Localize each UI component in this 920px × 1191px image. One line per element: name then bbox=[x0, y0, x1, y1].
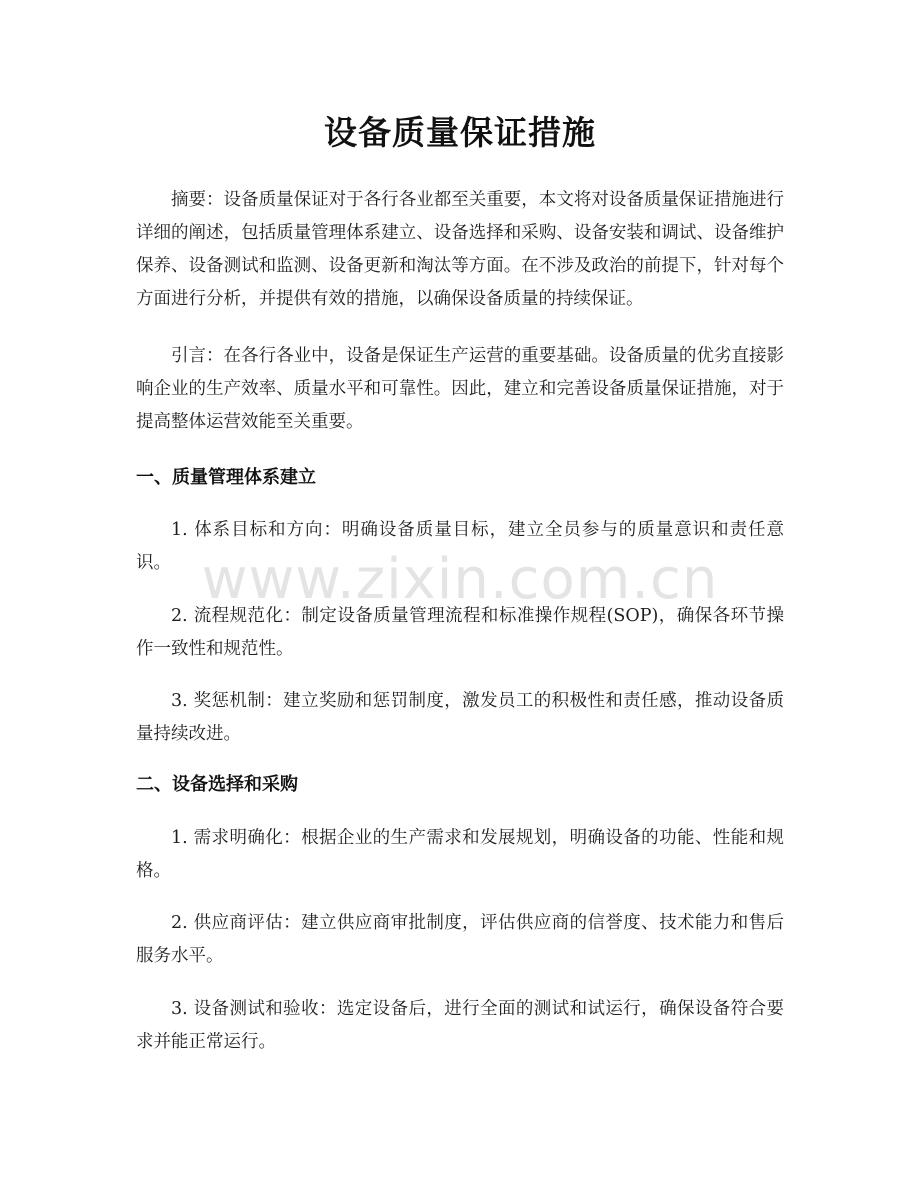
list-item: 3. 设备测试和验收：选定设备后，进行全面的测试和试运行，确保设备符合要求并能正常运行。 bbox=[136, 999, 784, 1052]
list-item: 1. 体系目标和方向：明确设备质量目标，建立全员参与的质量意识和责任意识。 bbox=[136, 520, 784, 573]
list-item: 3. 奖惩机制：建立奖励和惩罚制度，激发员工的积极性和责任感，推动设备质量持续改进。 bbox=[136, 691, 784, 744]
section-heading: 一、质量管理体系建立 bbox=[136, 467, 316, 488]
abstract-paragraph: 摘要：设备质量保证对于各行各业都至关重要，本文将对设备质量保证措施进行详细的阐述，包括质量管理体系建立、设备选择和采购、设备安装和调试、设备维护保养、设备测试和监测、设备更新和淘汰等方面。在不涉及政治的前提下，针对每个方面进行分析，并提供有效的措施，以确保设备质量的持续保证。 bbox=[136, 190, 784, 309]
watermark: www.zixin.com.cn bbox=[201, 547, 719, 612]
intro-paragraph: 引言：在各行各业中，设备是保证生产运营的重要基础。设备质量的优劣直接影响企业的生产效率、质量水平和可靠性。因此，建立和完善设备质量保证措施，对于提高整体运营效能至关重要。 bbox=[136, 346, 784, 432]
list-item: 1. 需求明确化：根据企业的生产需求和发展规划，明确设备的功能、性能和规格。 bbox=[136, 828, 784, 881]
section-heading: 二、设备选择和采购 bbox=[136, 774, 298, 795]
list-item: 2. 流程规范化：制定设备质量管理流程和标准操作规程(SOP)，确保各环节操作一致性和规范性。 bbox=[136, 606, 784, 659]
list-item: 2. 供应商评估：建立供应商审批制度，评估供应商的信誉度、技术能力和售后服务水平。 bbox=[136, 913, 784, 966]
page-title: 设备质量保证措施 bbox=[324, 113, 596, 152]
